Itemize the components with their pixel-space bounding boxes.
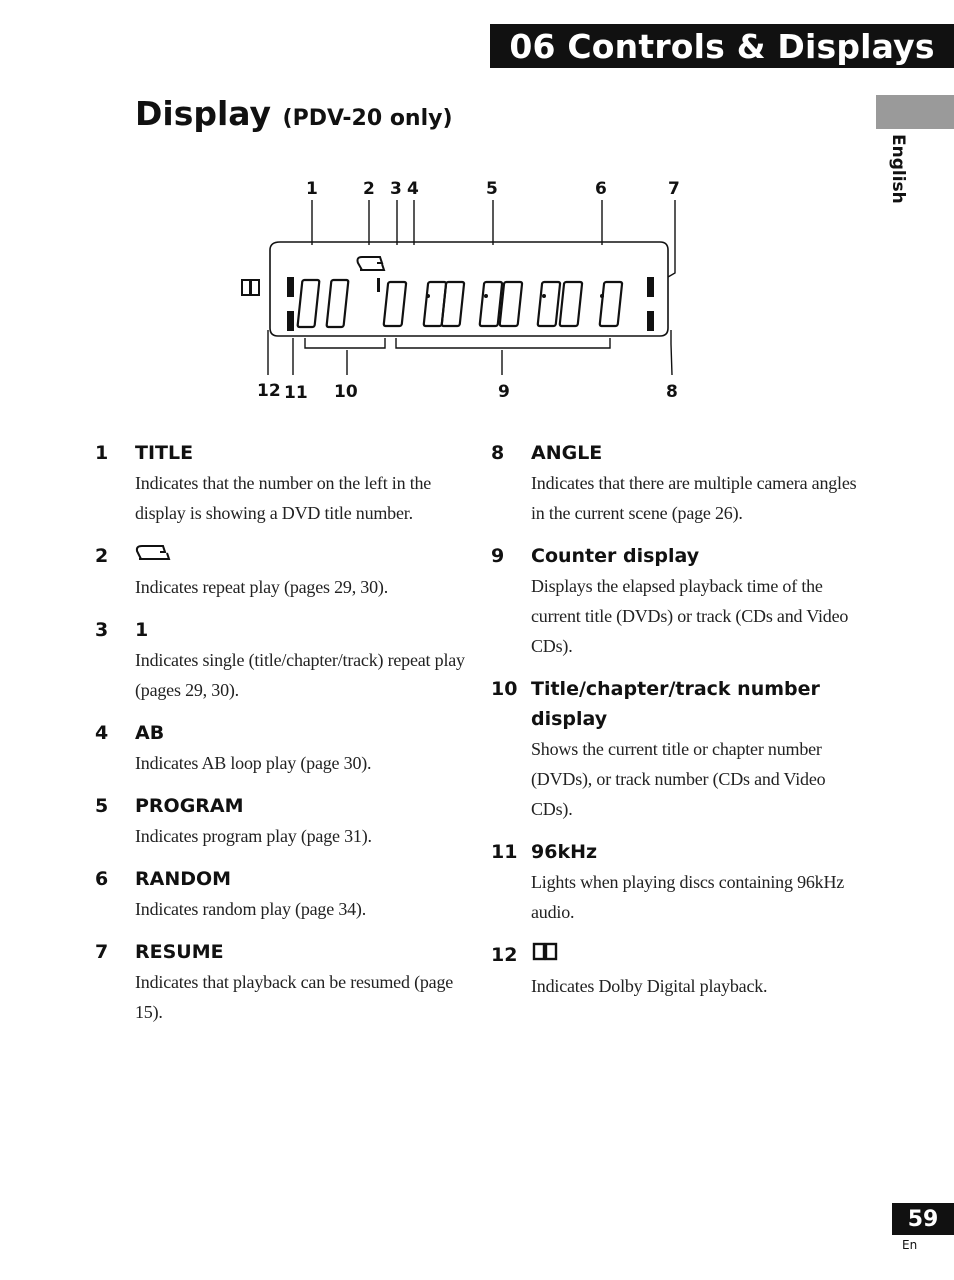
callout-2: 2 xyxy=(363,179,375,199)
item-description: Indicates single (title/chapter/track) repeat play (pages 29, 30). xyxy=(135,650,465,700)
item-heading xyxy=(491,541,861,571)
display-diagram xyxy=(230,170,700,410)
item-description: Indicates that playback can be resumed (page 15). xyxy=(135,972,454,1022)
list-item xyxy=(491,674,861,824)
item-label: AB xyxy=(135,722,165,744)
callout-leader-lines xyxy=(268,200,675,375)
item-number: 3 xyxy=(95,619,109,641)
list-item xyxy=(95,864,475,924)
item-number: 10 xyxy=(491,678,518,700)
list-item xyxy=(95,718,475,778)
callout-6: 6 xyxy=(595,179,607,199)
items-left-column xyxy=(95,438,475,1040)
list-item xyxy=(491,940,861,1001)
item-number: 4 xyxy=(95,722,109,744)
item-label: Title/chapter/track number display xyxy=(531,678,820,730)
item-heading xyxy=(95,438,475,468)
item-heading xyxy=(95,864,475,894)
callout-10: 10 xyxy=(334,382,358,402)
item-label: Counter display xyxy=(531,545,700,567)
item-description: Displays the elapsed playback time of the current title (DVDs) or track (CDs and Video CDs). xyxy=(531,576,849,656)
display-diagram-svg xyxy=(230,170,700,410)
callout-3: 3 xyxy=(390,179,402,199)
item-description: Indicates that the number on the left in the display is showing a DVD title number. xyxy=(135,473,432,523)
chapter-title: 06 Controls & Displays xyxy=(509,26,935,66)
item-description: Indicates that there are multiple camera angles in the current scene (page 26). xyxy=(531,473,857,523)
callout-11: 11 xyxy=(284,383,308,403)
item-heading xyxy=(95,541,475,572)
item-label: PROGRAM xyxy=(135,795,244,817)
callout-5: 5 xyxy=(486,179,498,199)
item-heading xyxy=(95,791,475,821)
item-description: Shows the current title or chapter number (DVDs), or track number (CDs and Video CDs). xyxy=(531,739,826,819)
item-number: 11 xyxy=(491,841,518,863)
item-heading xyxy=(491,940,861,971)
item-label: RESUME xyxy=(135,941,224,963)
callout-7: 7 xyxy=(668,179,680,199)
item-heading xyxy=(95,718,475,748)
item-label: RANDOM xyxy=(135,868,232,890)
callout-4: 4 xyxy=(407,179,419,199)
list-item xyxy=(95,438,475,528)
list-item xyxy=(491,541,861,661)
list-item xyxy=(95,791,475,851)
item-number: 2 xyxy=(95,545,109,567)
dolby-digital-icon xyxy=(531,940,561,971)
item-description: Indicates random play (page 34). xyxy=(135,899,367,919)
list-item xyxy=(491,438,861,528)
item-description: Indicates program play (page 31). xyxy=(135,826,372,846)
chapter-title-banner xyxy=(490,24,954,68)
item-description: Indicates AB loop play (page 30). xyxy=(135,753,372,773)
item-description: Lights when playing discs containing 96kHz audio. xyxy=(531,872,845,922)
section-title-main: Display xyxy=(135,94,272,133)
item-number: 12 xyxy=(491,944,518,966)
angle-indicator xyxy=(647,311,654,331)
callout-1: 1 xyxy=(306,179,318,199)
section-subtitle: (PDV-20 only) xyxy=(282,106,453,131)
callout-9: 9 xyxy=(498,382,510,402)
callout-12: 12 xyxy=(257,381,281,401)
item-label: 1 xyxy=(135,619,149,641)
dolby-digital-icon xyxy=(242,280,259,295)
item-description: Indicates repeat play (pages 29, 30). xyxy=(135,577,388,597)
item-number: 9 xyxy=(491,545,505,567)
item-heading xyxy=(491,674,861,734)
item-label: 96kHz xyxy=(531,841,598,863)
left-upper-indicator xyxy=(287,277,294,297)
item-label: ANGLE xyxy=(531,442,603,464)
left-lower-indicator xyxy=(287,311,294,331)
item-heading xyxy=(95,937,475,967)
page-language-code: En xyxy=(902,1238,918,1252)
item-label: TITLE xyxy=(135,442,194,464)
item-description: Indicates Dolby Digital playback. xyxy=(531,976,768,996)
section-title xyxy=(135,94,453,133)
page-number: 59 xyxy=(907,1206,939,1232)
callout-8: 8 xyxy=(666,382,678,402)
item-label xyxy=(135,541,175,572)
item-heading xyxy=(491,837,861,867)
item-number: 7 xyxy=(95,941,109,963)
repeat-icon xyxy=(135,541,175,572)
list-item xyxy=(95,937,475,1027)
item-heading xyxy=(491,438,861,468)
resume-indicator xyxy=(647,277,654,297)
list-item xyxy=(95,615,475,705)
item-number: 6 xyxy=(95,868,109,890)
list-item xyxy=(95,541,475,602)
item-heading xyxy=(95,615,475,645)
segment-digits xyxy=(297,280,622,327)
items-right-column xyxy=(491,438,861,1014)
callout-brackets xyxy=(305,338,610,348)
item-number: 8 xyxy=(491,442,505,464)
repeat-icon xyxy=(358,257,385,270)
side-tab xyxy=(876,95,954,129)
page-number-badge xyxy=(892,1203,954,1235)
item-number: 5 xyxy=(95,795,109,817)
item-number: 1 xyxy=(95,442,109,464)
item-label xyxy=(531,940,561,971)
side-language-label: English xyxy=(888,134,908,204)
list-item xyxy=(491,837,861,927)
